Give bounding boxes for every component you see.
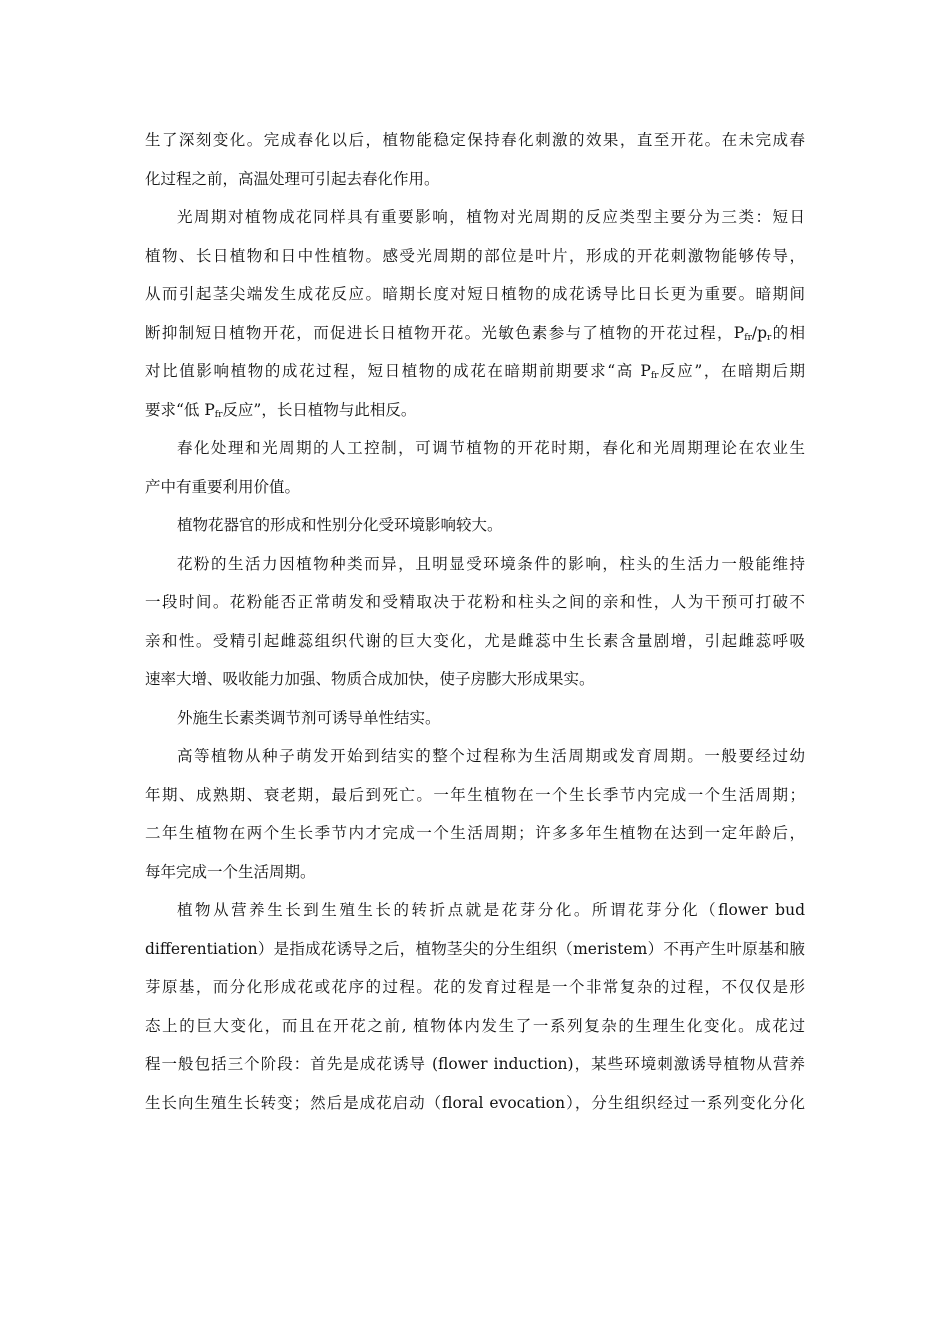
text-line: 亲和性。受精引起雌蕊组织代谢的巨大变化，尤是雌蕊中生长素含量剧增，引起雌蕊呼吸: [145, 631, 805, 650]
paragraph: [145, 891, 805, 1122]
text-line: 生长向生殖生长转变；然后是成花启动（floral evocation），分生组织经过一系列变化分化: [145, 1093, 805, 1112]
text-line: 生了深刻变化。完成春化以后，植物能稳定保持春化刺激的效果，直至开花。在未完成春: [145, 131, 805, 149]
text-line: 芽原基，而分化形成花或花序的过程。花的发育过程是一个非常复杂的过程，不仅仅是形: [145, 978, 805, 996]
text-line: 植物从营养生长到生殖生长的转折点就是花芽分化。所谓花芽分化（flower bud: [177, 901, 805, 919]
inline-text: 反应”，在暗期后期: [658, 362, 805, 380]
text-line: 产中有重要利用价值。: [145, 477, 301, 496]
inline-text: /p: [751, 323, 768, 342]
text-line: 二年生植物在两个生长季节内才完成一个生活周期；许多多年生植物在达到一定年龄后，: [145, 824, 805, 842]
paragraph: [145, 198, 805, 429]
text-line: [145, 391, 805, 430]
text-line: 高等植物从种子萌发开始到结实的整个过程称为生活周期或发育周期。一般要经过幼: [177, 747, 805, 765]
paragraph: [145, 737, 805, 891]
text-line: 年期、成熟期、衰老期，最后到死亡。一年生植物在一个生长季节内完成一个生活周期；: [145, 785, 805, 804]
paragraph: [145, 121, 805, 198]
inline-text: 对比值影响植物的成花过程，短日植物的成花在暗期前期要求“高 P: [145, 362, 651, 380]
text-line: 植物、长日植物和日中性植物。感受光周期的部位是叶片，形成的开花刺激物能够传导，: [145, 246, 805, 265]
text-line: 从而引起茎尖端发生成花反应。暗期长度对短日植物的成花诱导比日长更为重要。暗期间: [145, 285, 805, 303]
text-line: 植物花器官的形成和性别分化受环境影响较大。: [177, 516, 503, 534]
paragraph: [145, 429, 805, 506]
paragraph: [145, 506, 805, 545]
inline-text: 断抑制短日植物开花，而促进长日植物开花。光敏色素参与了植物的开花过程，P: [145, 323, 745, 342]
text-line: 化过程之前，高温处理可引起去春化作用。: [145, 169, 440, 188]
text-line: [145, 314, 805, 353]
text-line: 速率大增、吸收能力加强、物质合成加快，使子房膨大形成果实。: [145, 670, 595, 688]
text-line: [145, 352, 805, 391]
inline-text: 要求“低 P: [145, 400, 215, 419]
inline-text: 的相: [771, 323, 805, 342]
text-line: 光周期对植物成花同样具有重要影响，植物对光周期的反应类型主要分为三类：短日: [177, 208, 805, 226]
text-line: 态上的巨大变化，而且在开花之前, 植物体内发生了一系列复杂的生理生化变化。成花过: [145, 1016, 805, 1035]
text-line: 外施生长素类调节剂可诱导单性结实。: [177, 708, 441, 727]
text-line: differentiation）是指成花诱导之后，植物茎尖的分生组织（meristem）不再产生叶原基和腋: [145, 939, 805, 958]
subscript-text: fr: [214, 409, 223, 420]
subscript-text: r: [767, 332, 772, 343]
subscript-text: fr: [650, 371, 659, 381]
paragraph: [145, 699, 805, 738]
paragraph: [145, 545, 805, 699]
text-line: 花粉的生活力因植物种类而异，且明显受环境条件的影响，柱头的生活力一般能维持: [177, 554, 805, 573]
text-line: 春化处理和光周期的人工控制，可调节植物的开花时期，春化和光周期理论在农业生: [177, 439, 805, 457]
document-body: [145, 121, 805, 1122]
text-line: 一段时间。花粉能否正常萌发和受精取决于花粉和柱头之间的亲和性，人为干预可打破不: [145, 593, 805, 611]
inline-text: 反应”，长日植物与此相反。: [222, 400, 417, 419]
subscript-text: fr: [744, 332, 752, 343]
text-line: 程一般包括三个阶段：首先是成花诱导 (flower induction)，某些环境刺激诱导植物从营养: [145, 1055, 805, 1073]
text-line: 每年完成一个生活周期。: [145, 862, 316, 881]
